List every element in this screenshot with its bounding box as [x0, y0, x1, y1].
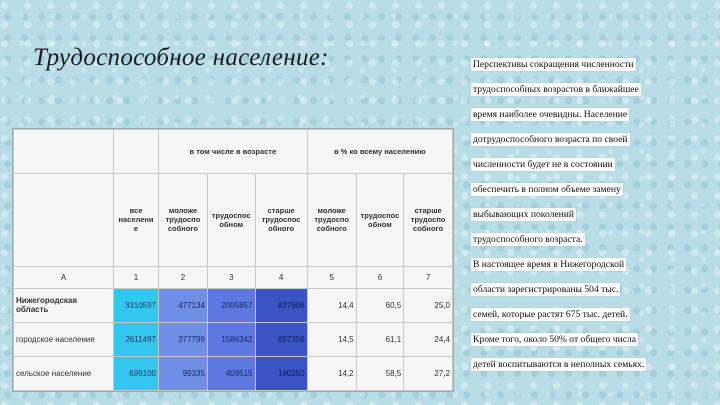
col-header: все населени е — [114, 174, 159, 266]
description-text — [471, 54, 716, 379]
group-header-percent: в % ко всему населению — [307, 130, 452, 174]
text-line: детей воспитываются в неполных семьях. — [473, 359, 645, 370]
index-cell: А — [14, 266, 114, 288]
index-cell: 2 — [159, 266, 208, 288]
cell-value: 14,5 — [307, 322, 356, 356]
cell-value: 377799 — [159, 322, 208, 356]
index-cell: 6 — [356, 266, 404, 288]
col-header: трудоспос обном — [356, 174, 404, 266]
cell-value: 699100 — [114, 356, 159, 390]
cell-value: 58,5 — [356, 356, 404, 390]
population-table — [12, 128, 454, 392]
text-line: семей, которые растят 675 тыс. детей. — [473, 309, 628, 320]
row-label: городское население — [14, 322, 114, 356]
index-cell: 1 — [114, 266, 159, 288]
col-header: моложе трудоспо собного — [159, 174, 208, 266]
cell-value: 27,2 — [404, 356, 453, 390]
cell-value: 99335 — [159, 356, 208, 390]
cell-value: 827606 — [255, 288, 307, 322]
cell-value: 25,0 — [404, 288, 453, 322]
col-header: старше трудоспо собного — [404, 174, 453, 266]
cell-value: 24,4 — [404, 322, 453, 356]
cell-value: 60,5 — [356, 288, 404, 322]
text-line: численности будет не в состоянии — [473, 159, 613, 170]
text-line: время наиболее очевидны. Население — [473, 109, 628, 120]
label-header-blank — [14, 174, 114, 266]
table-row — [14, 288, 453, 322]
blank-header — [114, 130, 159, 174]
text-line: обеспечить в полном объеме замену — [473, 184, 621, 195]
text-line: области зарегистрированы 504 тыс. — [473, 284, 619, 295]
cell-value: 61,1 — [356, 322, 404, 356]
cell-value: 1586342 — [207, 322, 255, 356]
index-cell: 7 — [404, 266, 453, 288]
cell-value: 657356 — [255, 322, 307, 356]
cell-value: 2611497 — [114, 322, 159, 356]
col-header: старше трудоспос обного — [255, 174, 307, 266]
text-line: Кроме того, около 50% от общего числа — [473, 334, 637, 345]
population-table-grid — [13, 129, 453, 391]
text-line: дотрудоспособного возраста по своей — [473, 134, 628, 145]
cell-value: 477134 — [159, 288, 208, 322]
cell-value: 190250 — [255, 356, 307, 390]
table-row — [14, 322, 453, 356]
cell-value: 2005857 — [207, 288, 255, 322]
corner-cell — [14, 130, 114, 174]
text-line: В настоящее время в Нижегородской — [473, 259, 625, 270]
index-cell: 5 — [307, 266, 356, 288]
table-row — [14, 356, 453, 390]
cell-value: 14,2 — [307, 356, 356, 390]
text-line: выбывающих поколений — [473, 209, 575, 220]
text-line: трудоспособных возрастов в ближайшее — [473, 84, 639, 95]
col-header: моложе трудоспо собного — [307, 174, 356, 266]
row-label: сельское население — [14, 356, 114, 390]
cell-value: 3310597 — [114, 288, 159, 322]
row-label: Нижегородская область — [14, 288, 114, 322]
group-header-age: в том числе в возрасте — [159, 130, 308, 174]
text-line: трудоспособного возраста. — [473, 234, 583, 245]
col-header: трудоспос обном — [207, 174, 255, 266]
page-title: Трудоспособное население: — [33, 44, 329, 71]
index-cell: 4 — [255, 266, 307, 288]
text-line: Перспективы сокращения численности — [473, 59, 634, 70]
index-cell: 3 — [207, 266, 255, 288]
cell-value: 409515 — [207, 356, 255, 390]
cell-value: 14,4 — [307, 288, 356, 322]
